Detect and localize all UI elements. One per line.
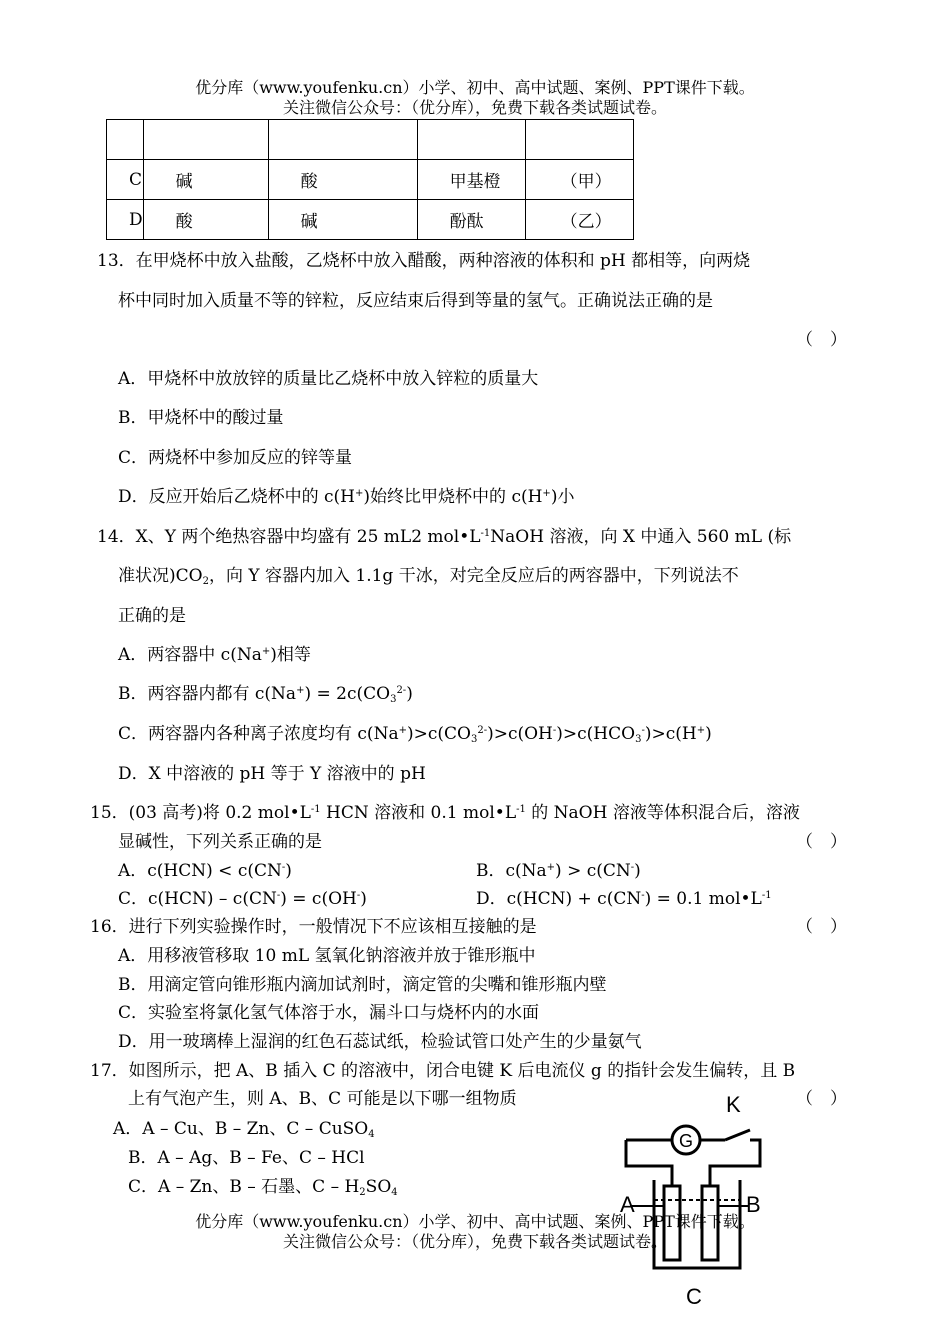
q13-stem-2: 杯中同时加入质量不等的锌粒，反应结束后得到等量的氢气。正确说法正确的是 [118,291,713,311]
q16-answer-blank: （ ） [796,917,847,937]
q15-stem-1: 15．(03 高考)将 0.2 $mol•L^{-1}$ HCN 溶液和 0.1 $mol•L^{-1}$ 的 NaOH 溶液等体积混合后，溶液 [90,803,800,823]
table-cell: （甲） [560,172,612,192]
q14-option-d: D．X 中溶液的 pH 等于 Y 溶液中的 pH [118,764,426,784]
label-g: G [679,1131,694,1151]
label-c: C [686,1284,702,1309]
footer-line-2: 关注微信公众号：（优分库），免费下载各类试题试卷。 [282,1232,667,1251]
q14-option-a: A．两容器中 c(Na+)相等 [118,645,311,665]
table-cell: 碱 [175,172,193,192]
table-cell: D [129,209,143,230]
q13-answer-blank: （ ） [796,330,847,350]
table-row [107,200,634,240]
table-cell: 酸 [300,172,318,192]
q15-stem-2: 显碱性，下列关系正确的是 [118,832,322,852]
header-line-2: 关注微信公众号：（优分库），免费下载各类试题试卷。 [282,98,667,117]
q17-stem-2: 上有气泡产生，则 A、B、C 可能是以下哪一组物质 [128,1089,517,1109]
table-row [107,160,634,200]
q17-option-b: B．A – Ag、B – Fe、C – HCl [128,1148,365,1168]
table-cell: 酚酞 [449,212,484,232]
label-k: K [726,1092,741,1117]
q16-option-b: B．用滴定管向锥形瓶内滴加试剂时，滴定管的尖嘴和锥形瓶内壁 [118,975,607,995]
footer-line-1: 优分库（www.youfenku.cn）小学、初中、高中试题、案例、PPT课件下载。 [195,1212,755,1231]
q16-stem: 16．进行下列实验操作时，一般情况下不应该相互接触的是 [90,917,537,937]
wire-right [710,1140,760,1186]
q17-option-c: C．A – Zn、B – 石墨、C – $H_2SO_4$ [128,1177,398,1198]
q17-stem-1: 17．如图所示，把 A、B 插入 C 的溶液中，闭合电键 K 后电流仪 g 的指针会发生偏转，且 B [90,1061,796,1081]
answer-table [106,119,634,240]
q13-stem-1: 13．在甲烧杯中放入盐酸，乙烧杯中放入醋酸，两种溶液的体积和 pH 都相等，向两烧 [97,251,751,271]
q13-option-a: A．甲烧杯中放放锌的质量比乙烧杯中放入锌粒的质量大 [118,369,539,389]
q16-option-c: C．实验室将氯化氢气体溶于水，漏斗口与烧杯内的水面 [118,1003,540,1023]
table-row [107,120,634,160]
q14-stem-2: 准状况)$CO_2$，向 Y 容器内加入 1.1g 干冰，对完全反应后的两容器中，下列说法不 [118,566,739,587]
q16-option-d: D．用一玻璃棒上湿润的红色石蕊试纸，检验试管口处产生的少量氨气 [118,1032,642,1052]
q13-option-c: C．两烧杯中参加反应的锌等量 [118,448,353,468]
table-cell: 甲基橙 [449,172,501,192]
table-cell: （乙） [560,212,612,232]
q17-answer-blank: （ ） [796,1089,847,1109]
q15-option-b: B．c(Na+) > c(CN-) [476,861,641,881]
label-b: B [746,1192,761,1217]
q13-option-d: D．反应开始后乙烧杯中的 c(H+)始终比甲烧杯中的 c(H+)小 [118,487,575,507]
switch-k [725,1130,750,1140]
q15-option-a: A．c(HCN) < c(CN-) [118,861,292,881]
q13-option-b: B．甲烧杯中的酸过量 [118,408,284,428]
q14-stem-3: 正确的是 [118,606,186,626]
wire-left [626,1140,672,1186]
label-a: A [620,1192,635,1217]
q16-option-a: A．用移液管移取 10 mL 氢氧化钠溶液并放于锥形瓶中 [118,946,536,966]
table-cell: C [129,169,143,190]
q15-answer-blank: （ ） [796,832,847,852]
q15-option-d: D．c(HCN) + c(CN-) = 0.1 $mol•L^{-1}$ [476,889,772,909]
table-cell: 碱 [300,212,318,232]
q14-stem-1: 14．X、Y 两个绝热容器中均盛有 25 mL2 $mol•L^{-1}NaOH$ 溶液，向 X 中通入 560 mL (标 [97,527,792,547]
q14-option-c: C．两容器内各种离子浓度均有 $c(Na^+)>c(CO_3^{2-})>c(OH^-)>c(HCO_3^-)>c(H^+)$ [118,724,712,745]
q14-option-b: B．两容器内都有 $c(Na^+) = 2c(CO_3^{2-})$ [118,684,413,705]
galvanic-cell-figure [600,1088,790,1318]
q17-option-a: A．A – Cu、B – Zn、C – CuSO$_4$ [113,1119,375,1140]
q15-option-c: C．c(HCN) – c(CN-) = c(OH-) [118,889,367,909]
table-cell: 酸 [175,212,193,232]
header-line-1: 优分库（www.youfenku.cn）小学、初中、高中试题、案例、PPT课件下载。 [195,78,755,97]
